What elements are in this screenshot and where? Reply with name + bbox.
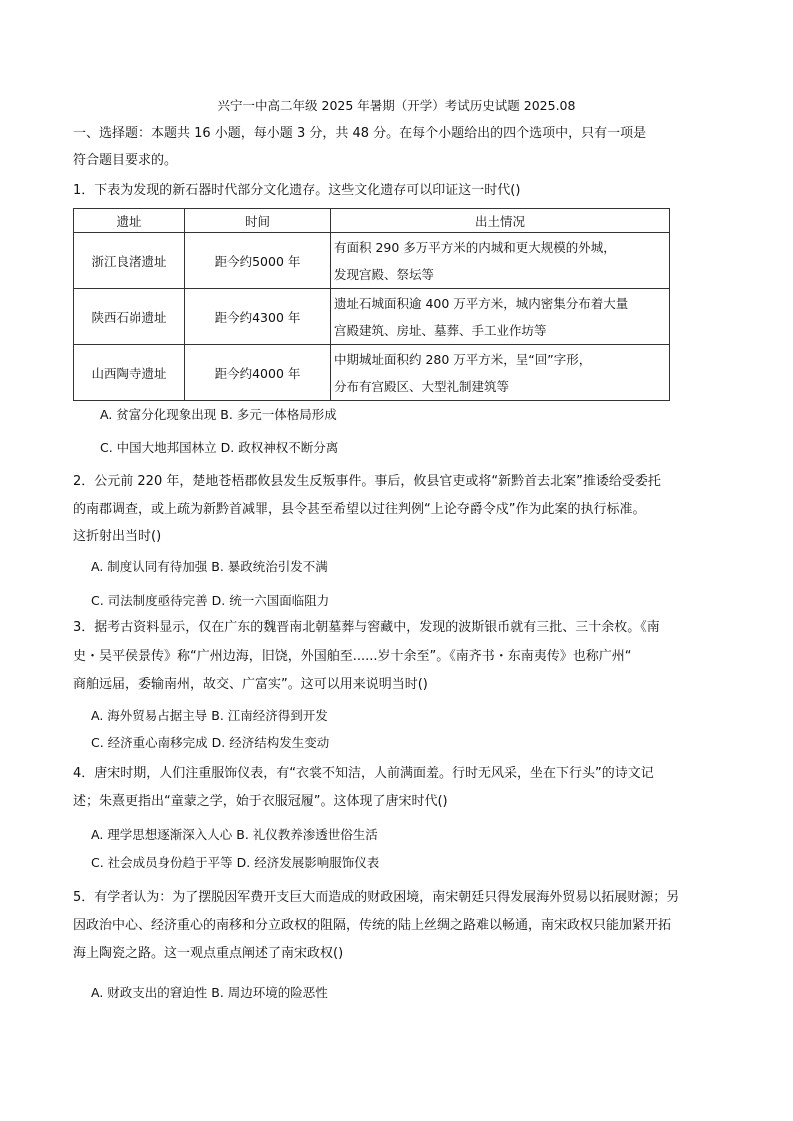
table-cell-finds: [331, 345, 670, 401]
question-5-options-ab: A. 财政支出的窘迫性 B. 周边环境的险恶性: [91, 985, 328, 1000]
question-4-stem-line-2: 述；朱熹更指出“童蒙之学，始于衣服冠履”。这体现了唐宋时代(): [73, 794, 448, 809]
table-cell-finds: [331, 233, 670, 289]
question-5-stem-line-3: 海上陶瓷之路。这一观点重点阐述了南宋政权(): [73, 946, 344, 961]
question-5-stem-line-2: 因政治中心、经济重心的南移和分立政权的阻隔，传统的陆上丝绸之路难以畅通，南宋政权只能加紧开拓: [73, 918, 672, 933]
table-header-finds: 出土情况: [331, 209, 670, 233]
question-1-stem: 1．下表为发现的新石器时代部分文化遗存。这些文化遗存可以印证这一时代(): [73, 183, 521, 198]
question-4-stem-line-1: 4．唐宋时期，人们注重服饰仪表，有“衣裳不知洁，人前满面羞。行时无风采，坐在下行头”的诗文记: [73, 766, 654, 781]
question-4-options-ab: A. 理学思想逐渐深入人心 B. 礼仪教养渗透世俗生活: [91, 827, 378, 842]
finds-line: 遗址石城面积逾 400 万平方米，城内密集分布着大量: [334, 295, 629, 311]
question-1-options-cd: C. 中国大地邦国林立 D. 政权神权不断分离: [100, 440, 339, 455]
table-header-time: 时间: [185, 209, 331, 233]
finds-line: 宫殿建筑、房址、墓葬、手工业作坊等: [334, 322, 547, 338]
question-5-stem-line-1: 5．有学者认为：为了摆脱因军费开支巨大而造成的财政困境，南宋朝廷只得发展海外贸易以拓展财源；另: [73, 890, 680, 905]
table-header-site: 遗址: [74, 209, 185, 233]
table-cell-time: 距今约4000 年: [185, 345, 331, 401]
relics-table: [73, 208, 670, 401]
table-row: [74, 233, 670, 289]
finds-line: 分布有宫殿区、大型礼制建筑等: [334, 378, 510, 394]
question-3-stem-line-2: 史・吴平侯景传》称“广州边海，旧饶，外国舶至......岁十余至”。《南齐书・东南夷传》也称广州“: [73, 649, 632, 664]
section-instruction-line-2: 符合题目要求的。: [73, 153, 178, 168]
table-cell-time: 距今约4300 年: [185, 289, 331, 345]
section-instruction-line-1: 一、选择题：本题共 16 小题，每小题 3 分，共 48 分。在每个小题给出的四个选项中，只有一项是: [73, 126, 647, 141]
question-2-stem-line-1: 2．公元前 220 年，楚地苍梧郡攸县发生反叛事件。事后，攸县官吏或将“新黔首去北案”推诿给受委托: [73, 474, 661, 489]
table-cell-time: 距今约5000 年: [185, 233, 331, 289]
table-cell-finds: [331, 289, 670, 345]
question-3-options-ab: A. 海外贸易占据主导 B. 江南经济得到开发: [91, 708, 328, 723]
table-cell-site: 山西陶寺遗址: [74, 345, 185, 401]
finds-line: 发现宫殿、祭坛等: [334, 266, 435, 282]
question-4-options-cd: C. 社会成员身份趋于平等 D. 经济发展影响服饰仪表: [91, 855, 380, 870]
question-3-stem-line-1: 3．据考古资料显示，仅在广东的魏晋南北朝墓葬与窖藏中，发现的波斯银币就有三批、三十余枚。《南: [73, 620, 660, 635]
question-1-options-ab: A. 贫富分化现象出现 B. 多元一体格局形成: [100, 407, 337, 422]
question-2-options-ab: A. 制度认同有待加强 B. 暴政统治引发不满: [91, 559, 328, 574]
table-row: [74, 345, 670, 401]
finds-line: 中期城址面积约 280 万平方米，呈“回”字形，: [334, 351, 592, 367]
finds-line: 有面积 290 多万平方米的内城和更大规模的外城，: [334, 239, 616, 255]
exam-title: 兴宁一中高二年级 2025 年暑期（开学）考试历史试题 2025.08: [217, 98, 576, 113]
table-cell-site: 陕西石峁遗址: [74, 289, 185, 345]
table-cell-site: 浙江良渚遗址: [74, 233, 185, 289]
question-2-stem-line-3: 这折射出当时(): [73, 529, 162, 544]
question-2-stem-line-2: 的南郡调查，或上疏为新黔首减罪，县令甚至希望以过往判例“上论夺爵令戍”作为此案的执行标准。: [73, 502, 646, 517]
question-2-options-cd: C. 司法制度亟待完善 D. 统一六国面临阻力: [91, 593, 330, 608]
table-row: [74, 289, 670, 345]
question-3-options-cd: C. 经济重心南移完成 D. 经济结构发生变动: [91, 735, 330, 750]
question-3-stem-line-3: 商舶远届，委输南州，故交、广富实”。这可以用来说明当时(): [73, 677, 428, 692]
